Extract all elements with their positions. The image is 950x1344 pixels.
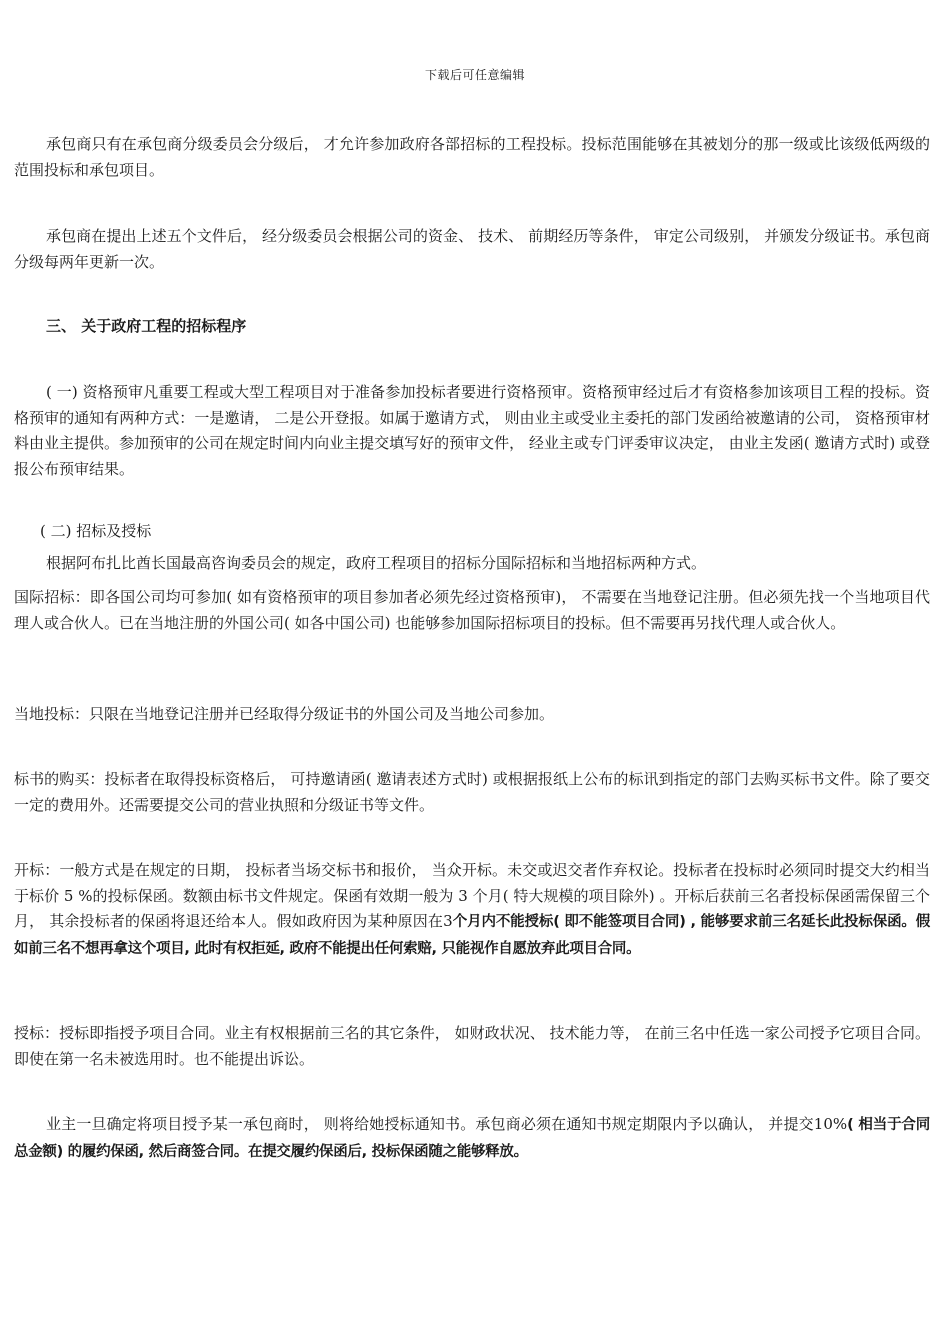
bid-opening-text: 开标：一般方式是在规定的日期， 投标者当场交标书和报价， 当众开标。未交或迟交者作弃权论。投标者在投标时必须同时提交大约相当于标价 5 %的投标保函。数额由标书文件规定。保函有效期一般为 3 个月( 特大规模的项目除外) 。开标后获前三名者投标保函需保留三个月， 其余投标者的保函将退还给本人。假如政府因为某种原因在3 — [14, 861, 930, 930]
award-notice-text: 业主一旦确定将项目授予某一承包商时， 则将给她授标通知书。承包商必须在通知书规定期限内予以确认， 并提交10% — [46, 1115, 848, 1133]
paragraph-bid-opening — [14, 858, 930, 962]
bid-opening-text-bold: 个月内不能授标( 即不能签项目合同) , 能够要求前三名延长此投标保函。假如前三名不想再拿这个项目, 此时有权拒延, 政府不能提出任何索赔, 只能视作自愿放弃此项目合同。 — [14, 914, 930, 957]
paragraph-award-notice — [14, 1112, 930, 1165]
award-notice-text-bold: ( 相当于合同总金额) 的履约保函, 然后商签合同。在提交履约保函后, 投标保函随之能够释放。 — [14, 1117, 930, 1160]
page-header: 下载后可任意编辑 — [424, 68, 525, 82]
paragraph-award: 授标：授标即指授予项目合同。业主有权根据前三名的其它条件， 如财政状况、 技术能力等， 在前三名中任选一家公司授予它项目合同。即使在第一名未被选用时。也不能提出诉讼。 — [14, 1024, 930, 1068]
paragraph-local-tender: 当地投标：只限在当地登记注册并已经取得分级证书的外国公司及当地公司参加。 — [14, 705, 555, 723]
paragraph-international-tender: 国际招标：即各国公司均可参加( 如有资格预审的项目参加者必须先经过资格预审)， 不需要在当地登记注册。但必须先找一个当地项目代理人或合伙人。已在当地注册的外国公司( 如各中国公司) 也能够参加国际招标项目的投标。但不需要再另找代理人或合伙人。 — [14, 588, 930, 632]
paragraph-tender-purchase: 标书的购买：投标者在取得投标资格后， 可持邀请函( 邀请表述方式时) 或根据报纸上公布的标讯到指定的部门去购买标书文件。除了要交一定的费用外。还需要提交公司的营业执照和分级证书等文件。 — [14, 770, 930, 814]
paragraph-classification-certificate: 承包商在提出上述五个文件后， 经分级委员会根据公司的资金、 技术、 前期经历等条件， 审定公司级别， 并颁发分级证书。承包商分级每两年更新一次。 — [14, 227, 930, 271]
section-heading: 三、 关于政府工程的招标程序 — [46, 317, 247, 335]
paragraph-contractor-classification: 承包商只有在承包商分级委员会分级后， 才允许参加政府各部招标的工程投标。投标范围能够在其被划分的那一级或比该级低两级的范围投标和承包项目。 — [14, 135, 930, 179]
paragraph-tender-rules: 根据阿布扎比酋长国最高咨询委员会的规定，政府工程项目的招标分国际招标和当地招标两种方式。 — [46, 554, 707, 572]
subsection-heading: ( 二) 招标及授标 — [40, 522, 152, 540]
paragraph-prequalification: ( 一) 资格预审凡重要工程或大型工程项目对于准备参加投标者要进行资格预审。资格预审经过后才有资格参加该项目工程的投标。资格预审的通知有两种方式：一是邀请， 二是公开登报。如属于邀请方式， 则由业主或受业主委托的部门发函给被邀请的公司， 资格预审材料由业主提供。参加预审的公司在规定时间内向业主提交填写好的预审文件， 经业主或专门评委审议决定， 由业主发函( 邀请方式时) 或登报公布预审结果。 — [14, 383, 930, 478]
